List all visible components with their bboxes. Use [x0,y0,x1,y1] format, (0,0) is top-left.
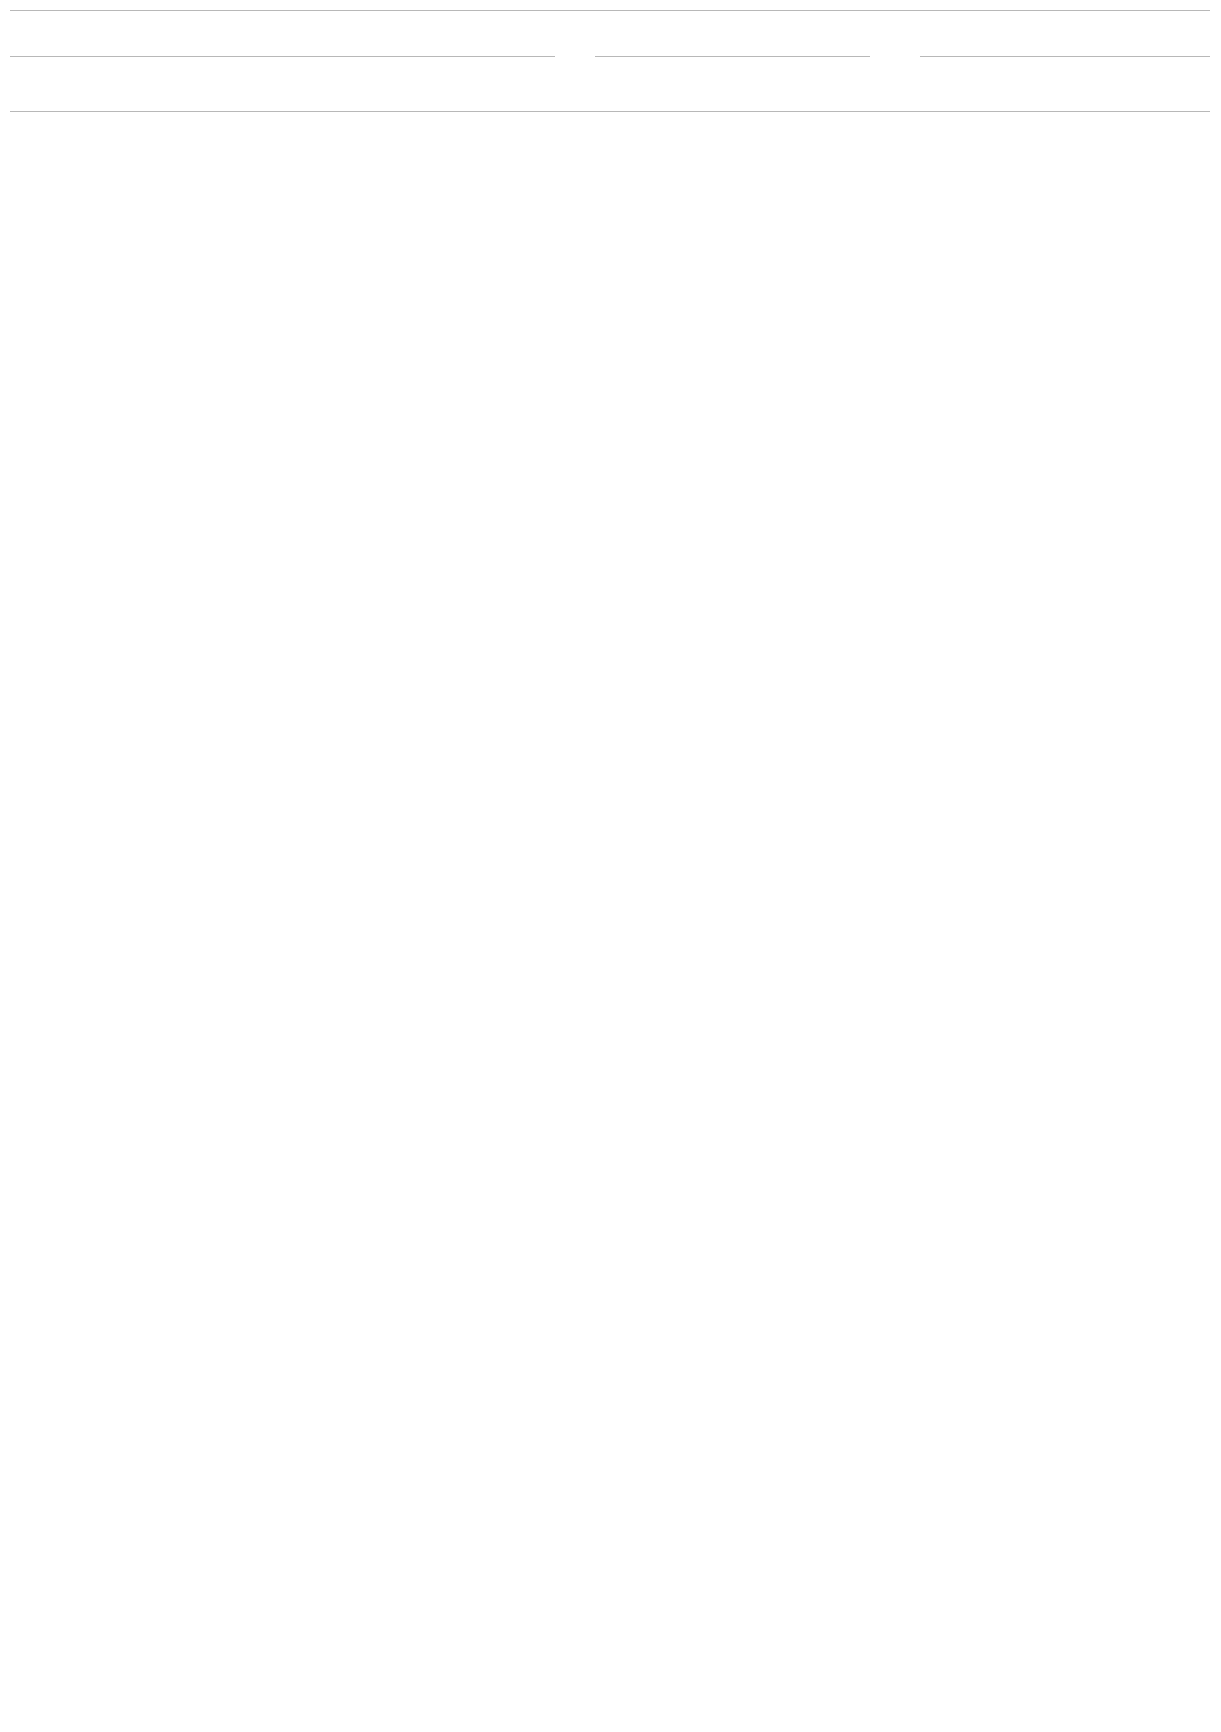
mean-sd-heading-round-3-2 [920,57,1045,112]
mean-sd-heading-round-3-1 [595,57,725,112]
agreement-heading-round-3-2 [1045,57,1210,112]
round-3-2-heading [920,11,1210,57]
agreement-heading-round-3-1 [725,57,870,112]
research-priority-table [10,10,1210,112]
section-heading [10,57,555,112]
round-3-1-heading [595,11,870,57]
research-priority-heading [10,11,555,57]
header-row-rounds [10,11,1210,57]
header-row-columns [10,57,1210,112]
